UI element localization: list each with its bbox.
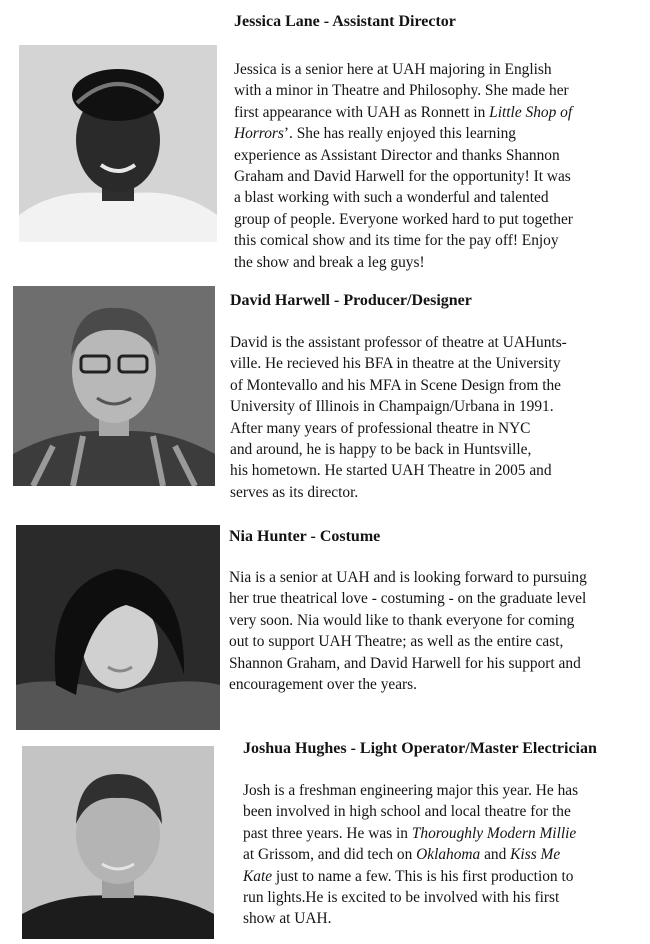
- bio-line: [234, 123, 573, 144]
- bio-text: a blast working with such a wonderful and talented: [234, 189, 549, 207]
- bio-line: [230, 332, 567, 353]
- bio-text: out to support UAH Theatre; as well as the entire cast,: [229, 633, 564, 651]
- bio-line: [243, 866, 578, 887]
- portrait-david-harwell: [13, 286, 215, 486]
- bio-title-text: Little Shop of: [489, 103, 573, 121]
- bio-david-harwell: [230, 332, 567, 503]
- bio-joshua-hughes: [243, 780, 578, 930]
- name-jessica-lane: Jessica Lane - Assistant Director: [234, 13, 456, 30]
- bio-text: and: [480, 846, 511, 864]
- bio-text: run lights.He is excited to be involved with his first: [243, 889, 560, 907]
- bio-line: [234, 80, 573, 101]
- bio-text: of Montevallo and his MFA in Scene Design from the: [230, 376, 561, 394]
- name-david-harwell: David Harwell - Producer/Designer: [230, 292, 472, 309]
- portrait-jessica-lane: [19, 45, 217, 242]
- bio-line: [234, 166, 573, 187]
- portrait-nia-hunter: [16, 525, 220, 730]
- bio-line: [243, 780, 578, 801]
- bio-nia-hunter: [229, 567, 587, 695]
- bio-text: After many years of professional theatre in NYC: [230, 419, 531, 437]
- bio-line: [243, 844, 578, 865]
- bio-line: [230, 353, 567, 374]
- bio-text: and around, he is happy to be back in Huntsville,: [230, 441, 532, 459]
- bio-text: ville. He recieved his BFA in theatre at the University: [230, 355, 561, 373]
- bio-line: [243, 823, 578, 844]
- bio-line: [230, 418, 567, 439]
- bio-text: this comical show and its time for the pay off! Enjoy: [234, 232, 559, 250]
- bio-text: Josh is a freshman engineering major this year. He has: [243, 782, 579, 799]
- bio-line: [234, 59, 573, 80]
- bio-line: [234, 230, 573, 251]
- bio-text: Nia is a senior at UAH and is looking forward to pursuing: [229, 569, 587, 586]
- bio-text: ’. She has really enjoyed this learning: [283, 125, 516, 143]
- bio-jessica-lane: [234, 59, 573, 273]
- bio-line: [229, 653, 587, 674]
- bio-line: [234, 187, 573, 208]
- bio-line: [234, 145, 573, 166]
- bio-line: [243, 908, 578, 929]
- bio-text: the show and break a leg guys!: [234, 253, 425, 271]
- portrait-joshua-hughes: [22, 746, 214, 939]
- bio-title-text: Oklahoma: [416, 846, 481, 864]
- bio-title-text: Kiss Me: [510, 846, 561, 864]
- bio-text: first appearance with UAH as Ronnett in: [234, 103, 490, 121]
- bio-text: David is the assistant professor of theatre at UAHunts-: [230, 334, 567, 351]
- bio-text: Graham and David Harwell for the opportunity! It was: [234, 168, 571, 186]
- bio-text: serves as its director.: [230, 483, 359, 501]
- bio-line: [234, 252, 573, 273]
- bio-text: just to name a few. This is his first production to: [272, 867, 574, 885]
- bio-line: [229, 631, 587, 652]
- bio-text: show at UAH.: [243, 910, 332, 928]
- bio-text: Jessica is a senior here at UAH majoring in English: [234, 61, 552, 78]
- bio-line: [234, 209, 573, 230]
- bio-title-text: Horrors: [234, 125, 284, 143]
- bio-title-text: Kate: [243, 867, 273, 885]
- bio-text: very soon. Nia would like to thank everyone for coming: [229, 611, 575, 629]
- bio-line: [229, 610, 587, 631]
- bio-text: University of Illinois in Champaign/Urbana in 1991.: [230, 398, 554, 416]
- bio-line: [229, 674, 587, 695]
- name-nia-hunter: Nia Hunter - Costume: [229, 528, 381, 545]
- bio-text: his hometown. He started UAH Theatre in 2005 and: [230, 462, 552, 480]
- bio-line: [234, 102, 573, 123]
- bio-text: past three years. He was in: [243, 824, 412, 842]
- bio-line: [230, 396, 567, 417]
- bio-text: with a minor in Theatre and Philosophy. She made her: [234, 82, 569, 100]
- bio-line: [230, 439, 567, 460]
- bio-line: [230, 460, 567, 481]
- name-joshua-hughes: Joshua Hughes - Light Operator/Master Electrician: [243, 740, 597, 757]
- bio-text: experience as Assistant Director and thanks Shannon: [234, 146, 560, 164]
- bio-line: [243, 887, 578, 908]
- bio-text: been involved in high school and local theatre for the: [243, 803, 571, 821]
- bio-text: group of people. Everyone worked hard to put together: [234, 210, 573, 228]
- bio-text: her true theatrical love - costuming - on the graduate level: [229, 590, 587, 608]
- bio-text: at Grissom, and did tech on: [243, 846, 417, 864]
- bio-line: [230, 482, 567, 503]
- bio-line: [229, 588, 587, 609]
- bio-text: encouragement over the years.: [229, 676, 418, 694]
- bio-line: [229, 567, 587, 588]
- bio-line: [230, 375, 567, 396]
- bio-text: Shannon Graham, and David Harwell for his support and: [229, 654, 581, 672]
- bio-title-text: Thoroughly Modern Millie: [411, 824, 577, 842]
- bio-line: [243, 801, 578, 822]
